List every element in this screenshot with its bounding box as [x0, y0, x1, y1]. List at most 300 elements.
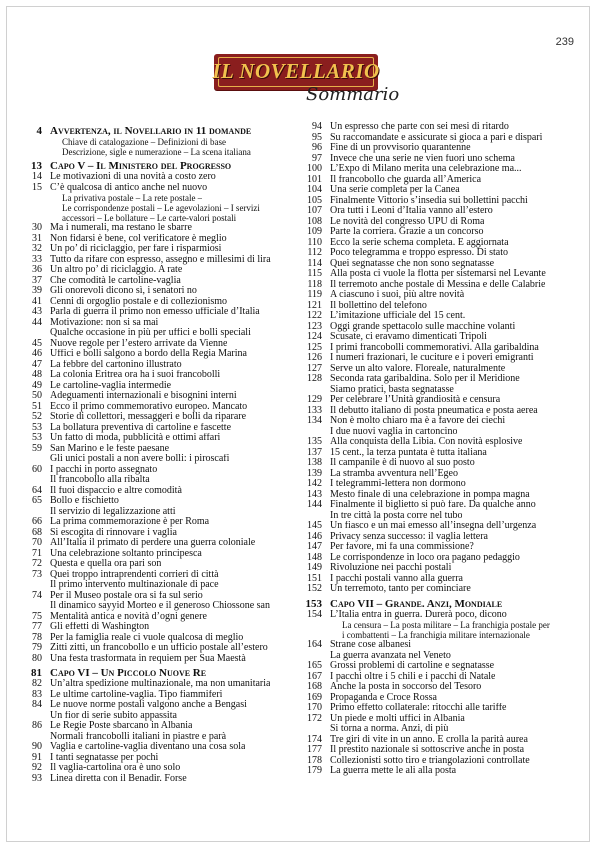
toc-page-number: 139 — [307, 467, 322, 479]
toc-page-number: 122 — [307, 310, 322, 321]
toc-entry — [298, 280, 580, 291]
toc-page-number: 100 — [307, 163, 322, 174]
toc-entry-text: Chiave di catalogazione – Definizioni di base — [62, 137, 226, 147]
toc-page-number: 43 — [32, 306, 42, 317]
toc-entry — [18, 276, 310, 287]
toc-entry-text: Il prestito nazionale si sottoscrive anche in posta — [330, 745, 525, 755]
toc-entry — [298, 353, 580, 364]
toc-entry-text: C’è qualcosa di antico anche nel nuovo — [50, 182, 208, 193]
toc-page-number: 59 — [32, 442, 42, 454]
toc-page-number: 144 — [307, 499, 322, 510]
toc-entry-text: Il servizio di legalizzazione atti — [50, 506, 176, 517]
toc-entry-text: I primi francobolli commemorativi. Alla garibaldina — [330, 342, 539, 353]
toc-entry-text: Vaglia e cartoline-vaglia diventano una cosa sola — [50, 742, 246, 752]
toc-entry-text: 15 cent., la terza puntata è tutta italiana — [330, 447, 487, 458]
toc-entry — [18, 580, 310, 591]
toc-entry-text: Questa e quella ora pari son — [50, 559, 162, 569]
toc-page-number — [298, 620, 322, 630]
toc-page-number: 165 — [307, 660, 322, 671]
toc-page-number: 92 — [32, 762, 42, 773]
toc-page-number: 126 — [307, 352, 322, 363]
toc-page-number: 53 — [32, 421, 42, 433]
toc-entry-text: Una celebrazione soltanto principesca — [50, 548, 202, 559]
toc-entry-text: I tanti segnatasse per pochi — [50, 752, 159, 763]
toc-page-number: 135 — [307, 436, 322, 447]
toc-page-number: 172 — [307, 712, 322, 724]
toc-page-number: 93 — [32, 772, 42, 784]
toc-entry-text: I pacchi oltre i 5 chili e i pacchi di Natale — [330, 671, 496, 682]
toc-page-number: 65 — [32, 495, 42, 506]
toc-entry-text: Le novità del congresso UPU di Roma — [330, 216, 485, 227]
toc-page-number: 110 — [307, 236, 322, 248]
toc-entry — [298, 395, 580, 406]
toc-entry-text: Il francobollo alla ribalta — [50, 475, 150, 485]
toc-page-number: 48 — [32, 369, 42, 380]
toc-entry — [18, 244, 310, 255]
toc-entry-text: Mesto finale di una celebrazione in pompa magna — [330, 489, 530, 500]
toc-entry-text: i combattenti – La franchigia militare internazionale — [342, 630, 530, 640]
toc-entry — [18, 454, 310, 465]
toc-entry-text: Parte la corriera. Grazie a un concorso — [330, 227, 484, 237]
toc-entry-text: Le nuove norme postali valgono anche a Bengasi — [50, 700, 247, 710]
toc-page-number: 146 — [307, 530, 322, 542]
toc-page-number: 52 — [32, 411, 42, 422]
toc-page-number: 4 — [36, 125, 42, 137]
toc-column-left — [18, 122, 310, 784]
toc-entry — [298, 490, 580, 501]
toc-entry — [18, 328, 310, 339]
toc-subentry — [18, 213, 310, 223]
toc-entry-text: La bollatura preventiva di cartoline e fascette — [50, 422, 232, 433]
toc-entry-text: Ora tutti i Leoni d’Italia vanno all’estero — [330, 206, 493, 216]
toc-entry-text: Gli onorevoli dicono sì, i senatori no — [50, 286, 197, 296]
toc-entry-text: Normali francobolli italiani in piastre e parà — [50, 731, 227, 742]
toc-entry-text: Scusate, ci eravamo dimenticati Tripoli — [330, 332, 487, 342]
toc-page-number: 137 — [307, 446, 322, 458]
toc-entry — [298, 427, 580, 438]
toc-entry — [18, 486, 310, 497]
toc-page-number: 123 — [307, 320, 322, 332]
toc-entry-text: Grossi problemi di cartoline e segnatasse — [330, 661, 495, 671]
toc-page-number: 91 — [32, 751, 42, 763]
toc-page-number: 143 — [307, 488, 322, 500]
toc-page-number: 145 — [307, 520, 322, 531]
toc-page-number: 107 — [307, 205, 322, 216]
toc-subentry — [18, 193, 310, 203]
toc-page-number: 66 — [32, 516, 42, 527]
toc-entry-text: Capo VII – Grande. Anzi, Mondiale — [330, 597, 503, 610]
toc-page-number: 44 — [32, 316, 42, 328]
toc-entry — [298, 563, 580, 574]
toc-entry-text: Gli effetti di Washington — [50, 622, 150, 632]
toc-chapter-heading — [18, 160, 310, 172]
toc-entry-text: Strane cose albanesi — [330, 640, 412, 650]
toc-entry — [18, 679, 310, 690]
toc-entry — [18, 318, 310, 329]
toc-entry — [18, 700, 310, 711]
toc-entry — [18, 742, 310, 753]
toc-page-number: 75 — [32, 610, 42, 622]
toc-entry-text: Le corrispondenze postali – Le agevolazioni – I servizi — [62, 203, 260, 213]
toc-entry-text: La stramba avventura nell’Egeo — [330, 468, 458, 479]
toc-entry-text: Tutto da rifare con espresso, assegno e millesimi di lira — [50, 254, 271, 265]
toc-entry — [18, 360, 310, 371]
toc-entry-text: Le corrispondenze in loco ora pagano pedaggio — [330, 552, 520, 563]
toc-entry-text: Il dinamico sayyid Morteo e il generoso Chiossone san — [50, 601, 270, 611]
toc-page-number — [18, 475, 42, 486]
toc-entry — [298, 511, 580, 522]
toc-entry-text: Mentalità antica e novità d’ogni genere — [50, 611, 207, 622]
toc-entry — [298, 133, 580, 144]
toc-page-number: 41 — [32, 295, 42, 307]
toc-entry-text: Le cartoline-vaglia intermedie — [50, 380, 172, 391]
toc-entry-text: Le ultime cartoline-vaglia. Tipo fiammiferi — [50, 689, 223, 700]
toc-page-number: 82 — [32, 678, 42, 689]
toc-entry-text: La guerra avanzata nel Veneto — [330, 650, 451, 661]
toc-page-number: 39 — [32, 285, 42, 296]
toc-entry-text: Per la famiglia reale ci vuole qualcosa di meglio — [50, 632, 244, 643]
toc-entry — [298, 610, 580, 621]
toc-page-number: 77 — [32, 621, 42, 632]
toc-page-number: 37 — [32, 274, 42, 286]
toc-page-number: 97 — [312, 152, 322, 164]
toc-page-number: 105 — [307, 194, 322, 206]
toc-entry-text: Quei segnatasse che non sono segnatasse — [330, 258, 495, 269]
toc-entry-text: Il debutto italiano di posta pneumatica e posta aerea — [330, 405, 538, 416]
toc-page-number: 178 — [307, 754, 322, 766]
toc-entry-text: accessori – Le bollature – Le carte-valori postali — [62, 213, 237, 223]
toc-page-number: 78 — [32, 631, 42, 643]
toc-entry-text: San Marino e le feste paesane — [50, 443, 170, 454]
toc-entry-text: La prima commemorazione è per Roma — [50, 517, 210, 527]
logo-brand: IL NOVELLARIO — [212, 59, 380, 83]
toc-entry — [18, 517, 310, 528]
toc-page-number: 133 — [307, 404, 322, 416]
toc-entry — [18, 297, 310, 308]
toc-entry-text: Motivazione: non si sa mai — [50, 317, 159, 328]
toc-page-number: 68 — [32, 526, 42, 538]
toc-entry-text: Alla posta ci vuole la flotta per sistemarsi nel Levante — [330, 269, 546, 279]
toc-subentry — [298, 620, 580, 630]
toc-entry — [18, 528, 310, 539]
toc-entry — [18, 601, 310, 612]
toc-entry — [298, 672, 580, 683]
toc-page-number: 83 — [32, 688, 42, 700]
toc-entry — [18, 612, 310, 623]
toc-page-number: 31 — [32, 232, 42, 244]
toc-page-number: 45 — [32, 337, 42, 349]
toc-entry-text: A ciascuno i suoi, più altre novità — [330, 290, 465, 300]
toc-page-number: 147 — [307, 541, 322, 552]
toc-entry — [18, 507, 310, 518]
toc-entry — [298, 714, 580, 725]
page-number: 239 — [555, 36, 574, 48]
toc-entry-text: Un fatto di moda, pubblicità e ottimi affari — [50, 433, 221, 443]
toc-entry — [298, 724, 580, 735]
toc-chapter-heading — [298, 598, 580, 610]
toc-entry-text: All’Italia il primato di perdere una guerra coloniale — [50, 538, 256, 548]
toc-entry — [18, 591, 310, 602]
toc-entry-text: Una serie completa per la Canea — [330, 185, 460, 195]
toc-entry-text: Un po’ di riciclaggio, per fare i risparmiosi — [50, 244, 222, 254]
toc-entry — [298, 122, 580, 133]
toc-entry — [298, 406, 580, 417]
toc-entry — [298, 154, 580, 165]
toc-entry — [298, 766, 580, 777]
toc-entry — [18, 643, 310, 654]
toc-page-number: 95 — [312, 131, 322, 143]
toc-page-number: 134 — [307, 415, 322, 426]
toc-entry — [18, 538, 310, 549]
toc-page-number — [298, 724, 322, 735]
toc-entry — [18, 465, 310, 476]
toc-page-number: 174 — [307, 733, 322, 745]
toc-entry — [18, 496, 310, 507]
toc-entry — [18, 753, 310, 764]
toc-entry — [298, 640, 580, 651]
toc-entry-text: Avvertenza, il Novellario in 11 domande — [50, 125, 252, 137]
toc-subentry — [18, 147, 310, 157]
toc-entry-text: Privacy senza successo: il vaglia lettera — [330, 531, 488, 542]
toc-page-number: 129 — [307, 394, 322, 405]
toc-entry-text: Descrizione, sigle e numerazione – La scena italiana — [62, 147, 251, 157]
toc-page-number: 90 — [32, 741, 42, 752]
toc-entry — [298, 479, 580, 490]
toc-entry-text: Un’altra spedizione multinazionale, ma non umanitaria — [50, 679, 271, 689]
toc-page-number: 125 — [307, 341, 322, 353]
toc-page-number: 104 — [307, 184, 322, 195]
toc-entry — [18, 559, 310, 570]
toc-entry — [18, 349, 310, 360]
toc-entry-text: Una festa trasformata in requiem per Sua Maestà — [50, 653, 246, 664]
toc-page-number: 177 — [307, 744, 322, 755]
toc-entry-text: Capo V – Il Ministero del Progresso — [50, 160, 232, 172]
toc-entry-text: Il primo intervento multinazionale di pace — [50, 580, 219, 590]
toc-page-number: 60 — [32, 463, 42, 475]
toc-page-number: 74 — [32, 589, 42, 601]
toc-page-number: 32 — [32, 243, 42, 254]
toc-page-number — [18, 601, 42, 612]
toc-page-number: 46 — [32, 348, 42, 359]
toc-entry-text: L’Expo di Milano merita una celebrazione ma... — [330, 164, 522, 174]
novellario-logo — [212, 50, 400, 112]
toc-entry-text: Le Regie Poste sbarcano in Albania — [50, 721, 193, 731]
toc-page-number: 84 — [32, 699, 42, 710]
toc-entry-text: Non fidarsi è bene, col verificatore è meglio — [50, 233, 227, 244]
toc-entry — [298, 469, 580, 480]
toc-entry — [298, 259, 580, 270]
toc-page-number: 51 — [32, 400, 42, 412]
toc-entry — [298, 374, 580, 385]
toc-entry-text: Il terremoto anche postale di Messina e delle Calabrie — [330, 279, 546, 290]
toc-entry-text: Le motivazioni di una novità a costo zero — [50, 172, 216, 182]
toc-entry-text: Anche la posta in soccorso del Tesoro — [330, 682, 482, 692]
toc-page-number: 108 — [307, 215, 322, 227]
toc-page-number — [18, 580, 42, 591]
toc-page-number: 168 — [307, 681, 322, 692]
toc-chapter-heading — [18, 125, 310, 137]
toc-entry-text: Ma i numerali, ma restano le sbarre — [50, 223, 192, 233]
toc-page-number: 109 — [307, 226, 322, 237]
toc-entry — [18, 654, 310, 665]
toc-entry — [18, 234, 310, 245]
toc-entry — [18, 183, 310, 194]
toc-page-number: 64 — [32, 484, 42, 496]
toc-page-number: 79 — [32, 642, 42, 653]
toc-page-number: 72 — [32, 558, 42, 569]
toc-entry — [18, 286, 310, 297]
toc-entry-text: Un espresso che parte con sei mesi di ritardo — [330, 122, 509, 132]
toc-entry-text: Oggi grande spettacolo sulle macchine volanti — [330, 321, 516, 332]
toc-page-number: 15 — [32, 181, 42, 193]
toc-subentry — [18, 203, 310, 213]
toc-entry-text: La guerra mette le ali alla posta — [330, 766, 457, 776]
toc-entry — [18, 412, 310, 423]
toc-page-number: 71 — [32, 547, 42, 559]
toc-entry — [298, 682, 580, 693]
toc-page-number: 81 — [31, 667, 42, 679]
toc-entry — [298, 553, 580, 564]
toc-entry — [298, 164, 580, 175]
toc-entry — [298, 448, 580, 459]
toc-entry — [18, 391, 310, 402]
toc-entry — [18, 633, 310, 644]
toc-entry — [298, 332, 580, 343]
toc-entry-text: Propaganda e Croce Rossa — [330, 692, 437, 703]
toc-entry — [298, 143, 580, 154]
toc-entry-text: Gli unici postali a non avere bolli: i piroscafi — [50, 454, 230, 464]
toc-entry — [18, 549, 310, 560]
toc-entry-text: L’Italia entra in guerra. Durerà poco, dicono — [330, 609, 507, 620]
toc-chapter-heading — [18, 667, 310, 679]
toc-entry-text: Capo VI – Un Piccolo Nuove Re — [50, 667, 207, 679]
toc-entry — [18, 172, 310, 183]
toc-page-number: 121 — [307, 299, 322, 311]
toc-page-number: 70 — [32, 537, 42, 548]
toc-entry — [298, 217, 580, 228]
toc-entry-text: I telegrammi-lettera non dormono — [330, 479, 466, 489]
toc-entry-text: Il francobollo che guarda all’America — [330, 174, 482, 185]
toc-entry-text: Adeguamenti internazionali e bisognini interni — [50, 391, 237, 401]
toc-entry-text: Il fuoi dispaccio e altre comodità — [50, 485, 182, 496]
toc-entry — [18, 255, 310, 266]
toc-entry-text: Non è molto chiaro ma è a favore dei ciechi — [330, 416, 506, 426]
toc-entry-text: Invece che una serie ne vien fuori uno schema — [330, 153, 515, 164]
toc-entry-text: Si escogita di rinnovare i vaglia — [50, 527, 177, 538]
toc-entry-text: Che comodità le cartoline-vaglia — [50, 275, 181, 286]
toc-page-number — [18, 193, 42, 203]
toc-entry — [298, 574, 580, 585]
toc-entry-text: Uffici e bolli salgono a bordo della Regia Marina — [50, 349, 247, 359]
toc-entry — [298, 269, 580, 280]
toc-page-number: 151 — [307, 572, 322, 584]
toc-entry-text: Alla conquista della Libia. Con novità esplosive — [330, 437, 523, 447]
toc-entry — [298, 175, 580, 186]
toc-entry-text: Un altro po’ di riciclaggio. A rate — [50, 265, 183, 275]
toc-page-number: 53 — [32, 432, 42, 443]
toc-entry-text: La colonia Eritrea ora ha i suoi francobolli — [50, 370, 221, 380]
toc-entry — [18, 774, 310, 785]
toc-page-number: 154 — [307, 608, 322, 620]
toc-entry-text: Finalmente Vittorio s’insedia sui bollettini pacchi — [330, 195, 528, 206]
toc-entry-text: Serve un alto valore. Floreale, naturalmente — [330, 363, 506, 374]
toc-page-number: 127 — [307, 362, 322, 374]
toc-entry-text: Il vaglia-cartolina ora è uno solo — [50, 763, 181, 773]
toc-entry — [18, 622, 310, 633]
toc-entry — [18, 444, 310, 455]
toc-entry — [18, 711, 310, 722]
toc-entry-text: Qualche occasione in più per uffici e bolli speciali — [50, 328, 251, 338]
toc-entry-text: Cenni di orgoglio postale e di collezionismo — [50, 296, 228, 307]
toc-subentry — [298, 630, 580, 640]
toc-entry — [18, 732, 310, 743]
toc-entry — [298, 542, 580, 553]
toc-entry-text: Un terremoto, tanto per cominciare — [330, 584, 471, 594]
toc-entry — [298, 301, 580, 312]
toc-page-number: 36 — [32, 264, 42, 275]
toc-page-number: 96 — [312, 142, 322, 153]
toc-entry-text: Per il Museo postale ora si fa sul serio — [50, 590, 203, 601]
toc-entry-text: Rivoluzione nei pacchi postali — [330, 563, 452, 573]
toc-entry — [298, 385, 580, 396]
toc-entry — [18, 223, 310, 234]
toc-entry — [298, 196, 580, 207]
toc-entry — [18, 339, 310, 350]
toc-page-number: 124 — [307, 331, 322, 342]
toc-page-number — [18, 137, 42, 147]
toc-entry — [18, 370, 310, 381]
toc-page-number: 142 — [307, 478, 322, 489]
toc-entry — [298, 322, 580, 333]
toc-page-number: 152 — [307, 583, 322, 594]
toc-entry-text: Collezionisti sotto tiro e triangolazioni controllate — [330, 755, 530, 766]
toc-entry-text: I numeri frazionari, le cuciture e i poveri emigranti — [330, 353, 534, 363]
toc-entry — [298, 416, 580, 427]
toc-entry — [298, 584, 580, 595]
toc-entry-text: In tre città la posta corre nel tubo — [330, 510, 463, 521]
logo-subtitle: Sommario — [306, 84, 400, 105]
toc-entry — [298, 227, 580, 238]
toc-entry — [298, 532, 580, 543]
toc-entry — [298, 745, 580, 756]
toc-entry — [18, 763, 310, 774]
toc-page-number: 101 — [307, 173, 322, 185]
toc-entry — [18, 265, 310, 276]
toc-entry-text: Zitti zitti, un francobollo e un ufficio postale all’estero — [50, 643, 268, 653]
toc-entry — [298, 311, 580, 322]
toc-entry — [298, 185, 580, 196]
toc-page-number: 47 — [32, 358, 42, 370]
toc-page-number: 153 — [305, 597, 322, 610]
toc-entry — [18, 690, 310, 701]
toc-page-number — [18, 454, 42, 465]
toc-entry-text: La febbre del cartonino illustrato — [50, 359, 182, 370]
toc-page-number: 114 — [307, 257, 322, 269]
toc-page-number: 30 — [32, 222, 42, 233]
toc-entry-text: Su raccomandate e assicurate si gioca a pari e dispari — [330, 132, 543, 143]
toc-page-number: 115 — [307, 268, 322, 279]
toc-entry — [298, 206, 580, 217]
toc-entry-text: Ecco la serie schema completa. E aggiornata — [330, 237, 509, 248]
toc-page-number: 179 — [307, 765, 322, 776]
toc-entry — [298, 521, 580, 532]
toc-page-number — [18, 203, 42, 213]
toc-entry-text: Per celebrare l’Unità grandiosità e censura — [330, 395, 501, 405]
toc-entry-text: Quei troppo intraprendenti corrieri di città — [50, 569, 219, 580]
toc-entry — [298, 458, 580, 469]
toc-page-number: 164 — [307, 639, 322, 650]
toc-entry — [18, 433, 310, 444]
